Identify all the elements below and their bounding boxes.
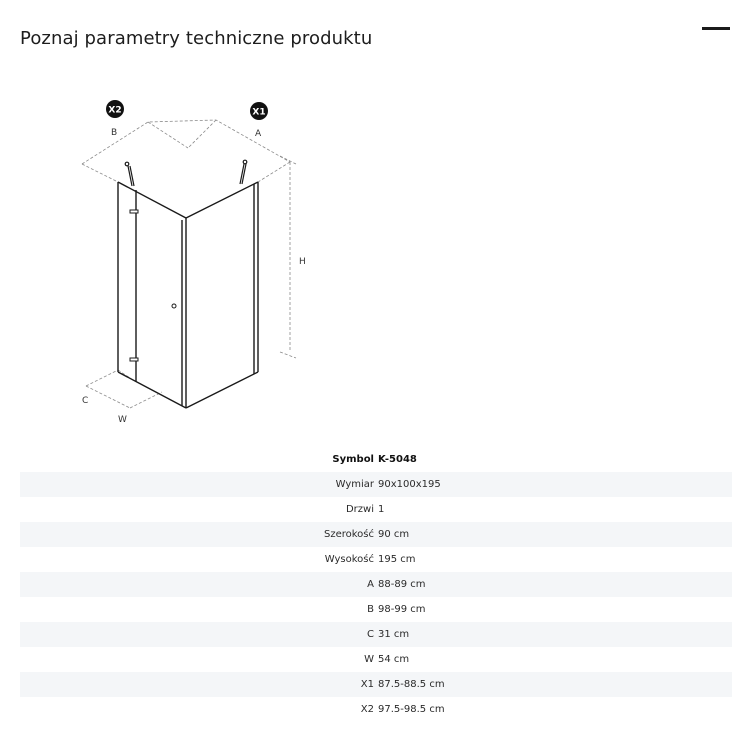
spec-value: K-5048 [378,454,417,465]
spec-label: B [367,604,374,615]
spec-label: X2 [360,704,374,715]
technical-drawing [70,96,330,432]
spec-value: 1 [378,504,385,515]
minus-icon [702,27,730,30]
x1-badge-label: X1 [252,107,266,118]
spec-value: 54 cm [378,654,410,665]
spec-value: 88-89 cm [378,579,426,590]
spec-value: 195 cm [378,554,416,565]
spec-value: 90x100x195 [378,479,441,490]
spec-label: X1 [360,679,374,690]
spec-row-szerokosc [20,522,732,547]
collapse-toggle-button[interactable] [702,22,732,36]
spec-label: Wysokość [324,554,374,565]
enclosure-outline [118,182,258,408]
page-title: Poznaj parametry techniczne produktu [20,28,373,49]
spec-value: 90 cm [378,529,410,540]
spec-row-w [20,647,732,672]
spec-row-drzwi [20,497,732,522]
spec-label: W [364,654,374,665]
spec-label: C [367,629,374,640]
spec-row-b [20,597,732,622]
spec-row-x1 [20,672,732,697]
dim-label-h: H [299,257,306,267]
spec-label: Szerokość [323,529,374,540]
stabilizer-bars [125,160,247,186]
spec-table [20,447,732,722]
spec-row-c [20,622,732,647]
spec-row-symbol [20,447,732,472]
hinges [130,210,176,361]
dim-label-a: A [255,129,262,139]
spec-label: Symbol [332,454,374,465]
spec-row-wymiar [20,472,732,497]
spec-row-x2 [20,697,732,722]
spec-value: 98-99 cm [378,604,426,615]
spec-row-a [20,572,732,597]
spec-row-wysokosc [20,547,732,572]
spec-label: Wymiar [335,479,374,490]
x2-badge [106,100,124,118]
dim-label-b: B [111,128,118,138]
spec-value: 31 cm [378,629,410,640]
dimension-lines [82,120,296,408]
x2-badge-label: X2 [108,105,122,116]
spec-value: 87.5-88.5 cm [378,679,445,690]
spec-value: 97.5-98.5 cm [378,704,445,715]
spec-label: Drzwi [345,504,374,515]
spec-label: A [367,579,374,590]
dim-label-c: C [82,396,89,406]
x1-badge [250,102,268,120]
dim-label-w: W [118,415,127,425]
